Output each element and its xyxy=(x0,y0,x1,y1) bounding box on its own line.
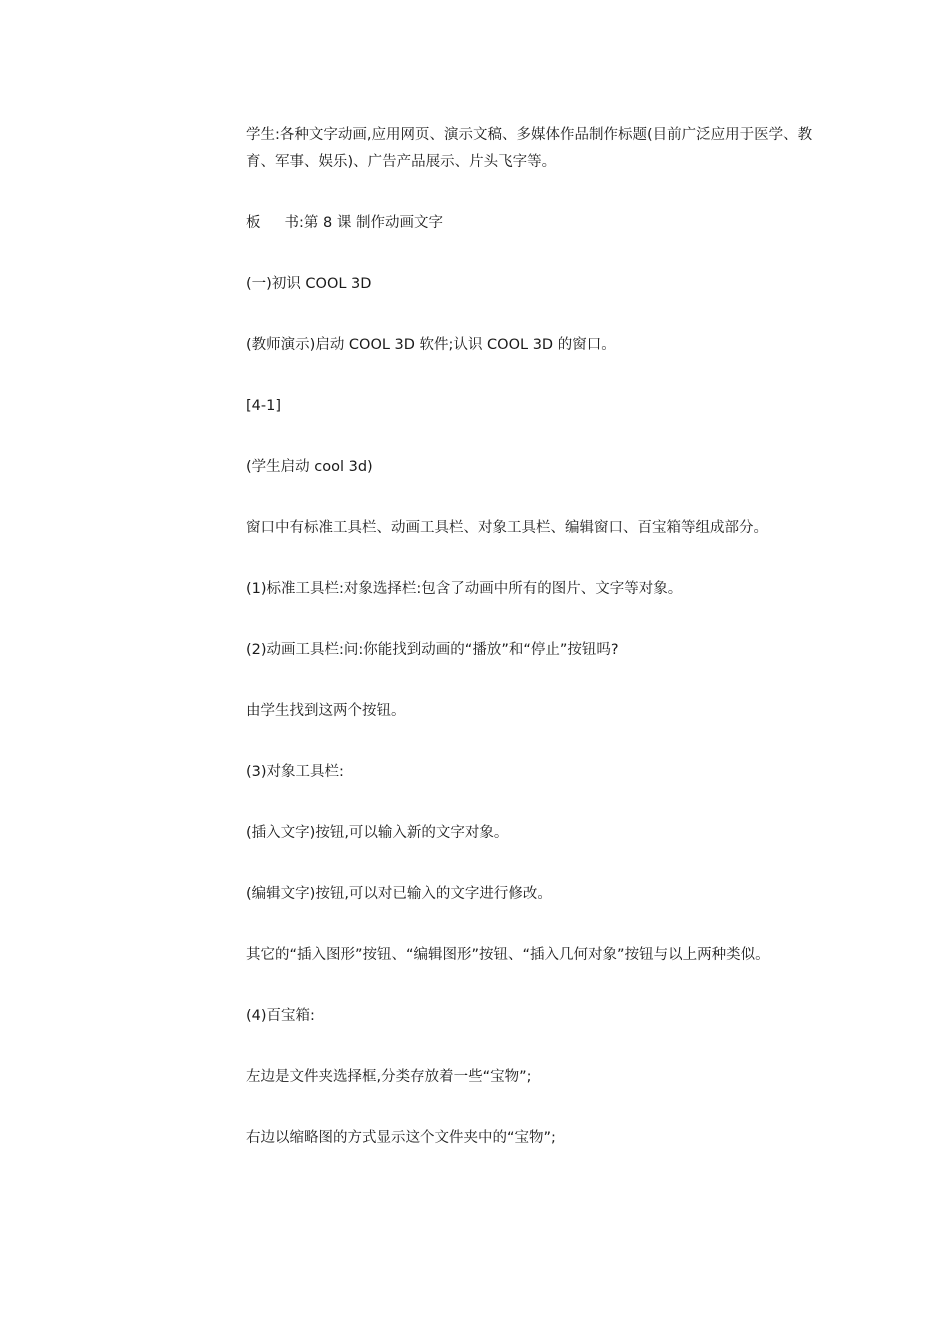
lesson-title: 第 8 课 制作动画文字 xyxy=(303,215,443,231)
paragraph-folder-selector: 左边是文件夹选择框,分类存放着一些“宝物”; xyxy=(246,1069,532,1085)
board-label-right: 书: xyxy=(284,215,304,231)
board-label-left: 板 xyxy=(246,215,261,231)
paragraph-student-start: (学生启动 cool 3d) xyxy=(246,459,373,475)
paragraph-object-toolbar: (3)对象工具栏: xyxy=(246,764,344,780)
paragraph-window-parts: 窗口中有标准工具栏、动画工具栏、对象工具栏、编辑窗口、百宝箱等组成部分。 xyxy=(246,520,768,536)
section-heading-intro: (一)初识 COOL 3D xyxy=(246,276,372,292)
paragraph-find-buttons: 由学生找到这两个按钮。 xyxy=(246,703,406,719)
paragraph-student-applications: 学生:各种文字动画,应用网页、演示文稿、多媒体作品制作标题(目前广泛应用于医学、教育、军事、娱乐)、广告产品展示、片头飞字等。 xyxy=(246,127,813,170)
paragraph-edit-text: (编辑文字)按钮,可以对已输入的文字进行修改。 xyxy=(246,886,552,902)
figure-reference: [4-1] xyxy=(246,398,281,414)
document-body xyxy=(246,122,826,1152)
paragraph-insert-text: (插入文字)按钮,可以输入新的文字对象。 xyxy=(246,825,509,841)
paragraph-teacher-demo: (教师演示)启动 COOL 3D 软件;认识 COOL 3D 的窗口。 xyxy=(246,337,616,353)
paragraph-board-title xyxy=(246,210,826,237)
paragraph-other-buttons: 其它的“插入图形”按钮、“编辑图形”按钮、“插入几何对象”按钮与以上两种类似。 xyxy=(246,947,770,963)
paragraph-thumbnails: 右边以缩略图的方式显示这个文件夹中的“宝物”; xyxy=(246,1130,556,1146)
paragraph-animation-toolbar: (2)动画工具栏:问:你能找到动画的“播放”和“停止”按钮吗? xyxy=(246,642,619,658)
paragraph-standard-toolbar: (1)标准工具栏:对象选择栏:包含了动画中所有的图片、文字等对象。 xyxy=(246,581,683,597)
paragraph-easypalette: (4)百宝箱: xyxy=(246,1008,315,1024)
